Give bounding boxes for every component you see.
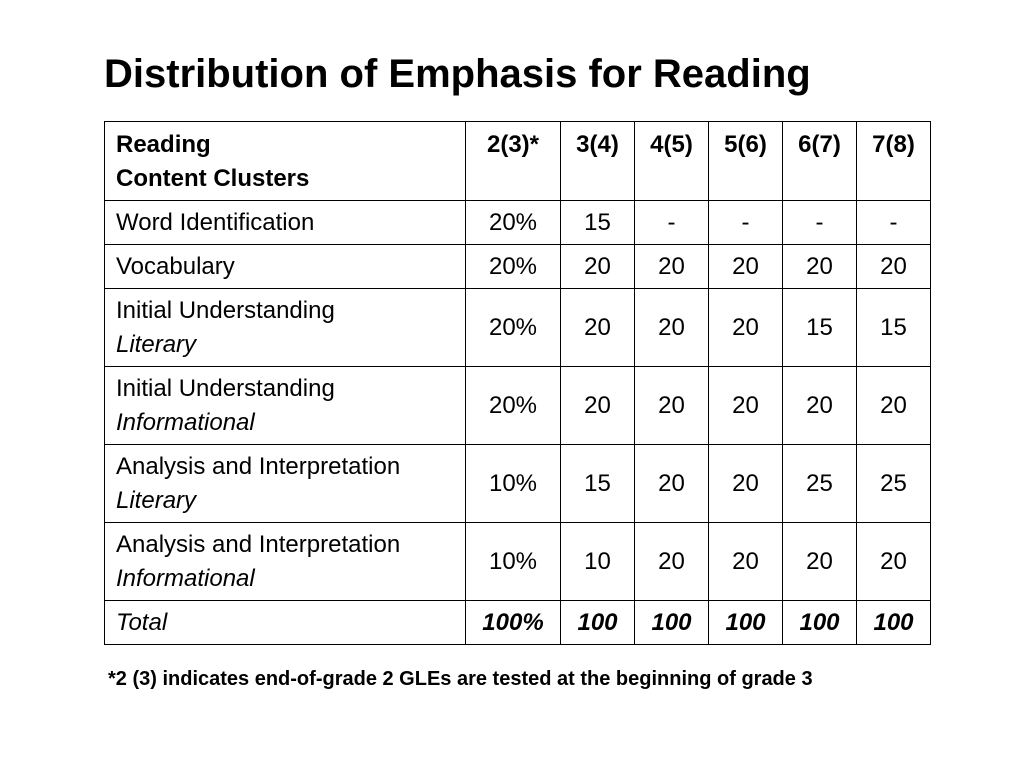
table-row (105, 523, 931, 601)
total-value: 100 (635, 601, 709, 645)
total-value: 100 (561, 601, 635, 645)
row-label-main: Initial Understanding (116, 374, 335, 402)
table-row (105, 367, 931, 445)
cell-value: 20 (561, 289, 635, 367)
cell-value: 20 (709, 245, 783, 289)
table-row (105, 201, 931, 245)
cell-value: 20 (709, 367, 783, 445)
row-label (105, 523, 466, 601)
cell-value: - (783, 201, 857, 245)
table-row (105, 289, 931, 367)
row-label (105, 445, 466, 523)
header-grade-3-4: 3(4) (561, 122, 635, 201)
table-row (105, 445, 931, 523)
cell-value: 15 (783, 289, 857, 367)
cell-value: 20 (857, 523, 931, 601)
cell-value: - (709, 201, 783, 245)
row-label: Vocabulary (105, 245, 466, 289)
table-row (105, 245, 931, 289)
page-title: Distribution of Emphasis for Reading (104, 52, 811, 96)
cell-value: 20 (561, 245, 635, 289)
row-label-sub: Literary (116, 330, 197, 358)
cell-value: 20 (783, 367, 857, 445)
row-label (105, 367, 466, 445)
row-label-sub: Informational (116, 408, 255, 436)
cell-value: 20 (561, 367, 635, 445)
header-grade-5-6: 5(6) (709, 122, 783, 201)
cell-value: 25 (783, 445, 857, 523)
header-grade-2-3: 2(3)* (466, 122, 561, 201)
total-label: Total (105, 601, 466, 645)
header-grade-6-7: 6(7) (783, 122, 857, 201)
footnote: *2 (3) indicates end-of-grade 2 GLEs are tested at the beginning of grade 3 (108, 668, 813, 690)
header-grade-4-5: 4(5) (635, 122, 709, 201)
cell-value: 10 (561, 523, 635, 601)
row-label-main: Initial Understanding (116, 296, 335, 324)
cell-value: 10% (466, 445, 561, 523)
header-cluster-line2: Content Clusters (116, 165, 310, 192)
cell-value: 20 (635, 367, 709, 445)
row-label (105, 289, 466, 367)
cell-value: 15 (857, 289, 931, 367)
row-label-sub: Literary (116, 486, 197, 514)
cell-value: 20 (857, 245, 931, 289)
cell-value: 20 (635, 289, 709, 367)
total-value: 100 (783, 601, 857, 645)
cell-value: 20 (709, 523, 783, 601)
header-cluster (105, 122, 466, 201)
row-label-main: Analysis and Interpretation (116, 452, 401, 480)
header-grade-7-8: 7(8) (857, 122, 931, 201)
cell-value: 20 (635, 245, 709, 289)
total-value: 100 (857, 601, 931, 645)
emphasis-table (104, 121, 931, 645)
cell-value: - (635, 201, 709, 245)
cell-value: 20 (635, 523, 709, 601)
cell-value: 20% (466, 367, 561, 445)
cell-value: 20 (635, 445, 709, 523)
cell-value: 20 (783, 245, 857, 289)
cell-value: 20% (466, 201, 561, 245)
cell-value: 20 (857, 367, 931, 445)
header-row (105, 122, 931, 201)
cell-value: 20 (783, 523, 857, 601)
cell-value: 20% (466, 289, 561, 367)
total-row (105, 601, 931, 645)
row-label-sub: Informational (116, 564, 255, 592)
cell-value: 25 (857, 445, 931, 523)
cell-value: 15 (561, 201, 635, 245)
cell-value: 15 (561, 445, 635, 523)
cell-value: 20 (709, 289, 783, 367)
header-cluster-line1: Reading (116, 131, 211, 158)
total-value: 100 (709, 601, 783, 645)
row-label: Word Identification (105, 201, 466, 245)
total-value: 100% (466, 601, 561, 645)
cell-value: 20 (709, 445, 783, 523)
row-label-main: Analysis and Interpretation (116, 530, 401, 558)
cell-value: 10% (466, 523, 561, 601)
cell-value: 20% (466, 245, 561, 289)
cell-value: - (857, 201, 931, 245)
